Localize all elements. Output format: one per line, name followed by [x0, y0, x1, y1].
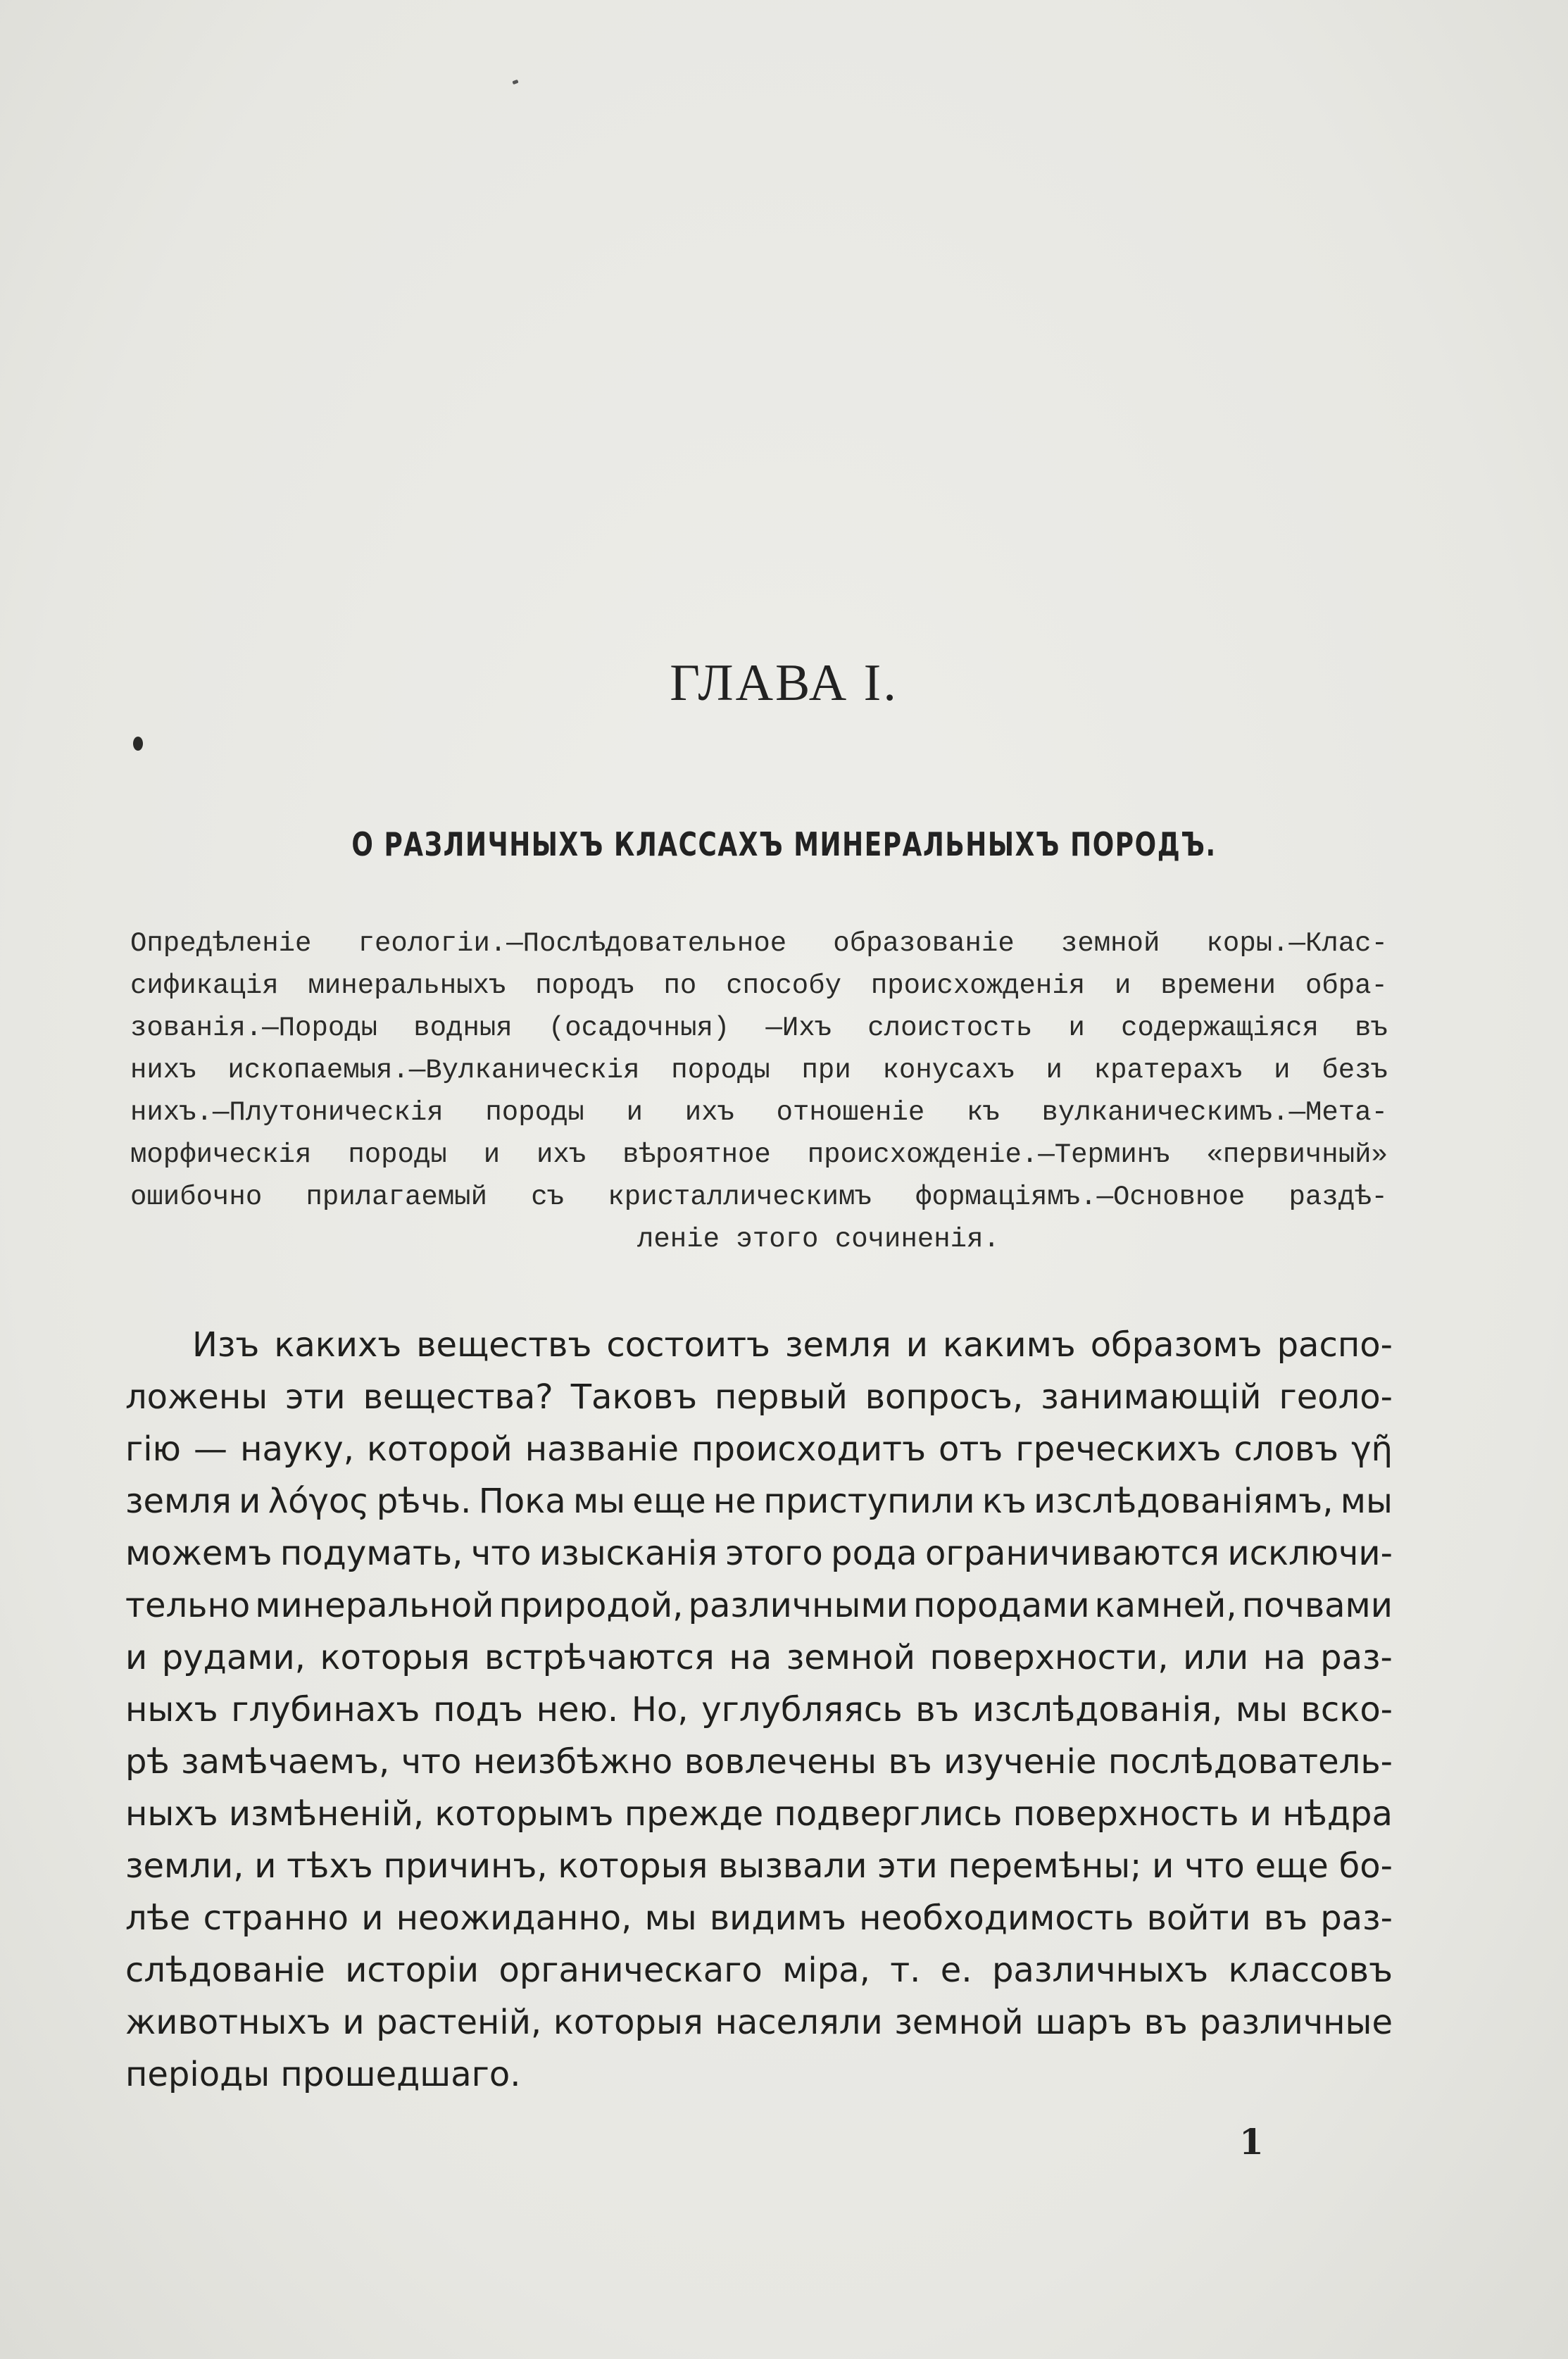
body-line: слѣдованіе исторіи органическаго міра, т. е. различныхъ классовъ [125, 1951, 1393, 1990]
body-line: ныхъ измѣненій, которымъ прежде подверглись поверхность и нѣдра [125, 1794, 1393, 1834]
summary-line: Опредѣленіе геологіи.—Послѣдовательное образованіе земной коры.—Клас- [130, 928, 1388, 959]
body-line: рѣ замѣчаемъ, что неизбѣжно вовлечены въ изученіе послѣдователь- [125, 1742, 1393, 1782]
body-line: земли, и тѣхъ причинъ, которыя вызвали эти перемѣны; и что еще бо- [125, 1846, 1393, 1886]
body-line: земля и λόγος рѣчь. Пока мы еще не приступили къ изслѣдованіямъ, мы [125, 1482, 1393, 1521]
body-line: можемъ подумать, что изысканія этого рода ограничиваются исключи- [125, 1534, 1393, 1573]
summary-line: ошибочно прилагаемый съ кристаллическимъ формаціямъ.—Основное раздѣ- [130, 1182, 1388, 1213]
body-line: и рудами, которыя встрѣчаются на земной поверхности, или на раз- [125, 1638, 1393, 1677]
body-line: животныхъ и растеній, которыя населяли земной шаръ въ различные [125, 2003, 1393, 2042]
margin-ink-dot [133, 737, 143, 751]
summary-line: нихъ ископаемыя.—Вулканическія породы при конусахъ и кратерахъ и безъ [130, 1055, 1388, 1086]
body-line: ложены эти вещества? Таковъ первый вопросъ, занимающій геоло- [125, 1377, 1393, 1417]
ink-speck [512, 80, 518, 85]
chapter-title: ГЛАВА I. [670, 654, 898, 712]
body-line: гію — науку, которой названіе происходитъ отъ греческихъ словъ γῆ [125, 1429, 1393, 1469]
body-line: ныхъ глубинахъ подъ нею. Но, углубляясь въ изслѣдованія, мы вско- [125, 1690, 1393, 1729]
body-line: лѣе странно и неожиданно, мы видимъ необходимость войти въ раз- [125, 1898, 1393, 1938]
body-line: Изъ какихъ веществъ состоитъ земля и какимъ образомъ распо- [192, 1325, 1393, 1365]
summary-line: морфическія породы и ихъ вѣроятное происхожденіе.—Терминъ «первичный» [130, 1139, 1388, 1170]
chapter-summary [130, 928, 1388, 1280]
summary-line: зованія.—Породы водныя (осадочныя) —Ихъ слоистость и содержащіяся въ [130, 1013, 1388, 1044]
body-line: періоды прошедшаго. [125, 2055, 521, 2094]
summary-line: сификація минеральныхъ породъ по способу происхожденія и времени обра- [130, 970, 1388, 1001]
summary-line: леніе этого сочиненія. [637, 1224, 1000, 1255]
body-line: тельно минеральной природой, различными породами камней, почвами [125, 1586, 1393, 1625]
page-number: 1 [1239, 2121, 1264, 2163]
summary-line: нихъ.—Плутоническія породы и ихъ отношеніе къ вулканическимъ.—Мета- [130, 1097, 1388, 1128]
chapter-heading: О РАЗЛИЧНЫХЪ КЛАССАХЪ МИНЕРАЛЬНЫХЪ ПОРОДЪ. [351, 825, 1217, 863]
